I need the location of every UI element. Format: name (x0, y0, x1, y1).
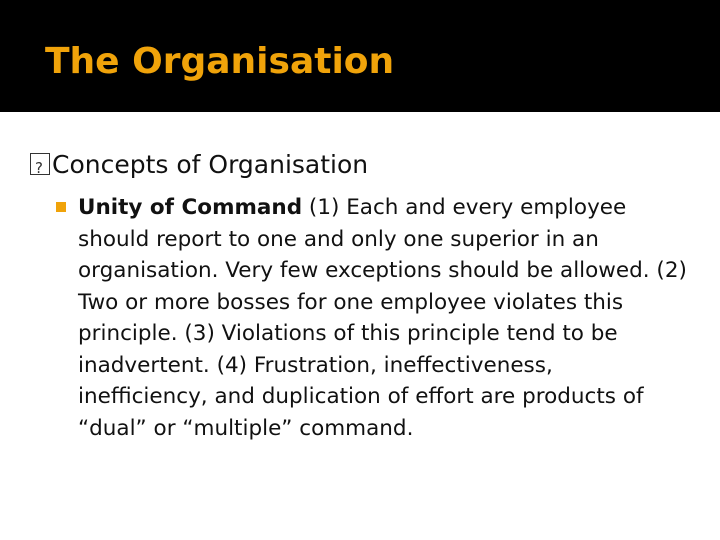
slide-title: The Organisation (45, 41, 395, 82)
bullet-paragraph (78, 192, 688, 444)
missing-glyph-box-icon (30, 153, 50, 175)
concepts-heading: Concepts of Organisation (52, 150, 369, 179)
bullet-lead: Unity of Command (78, 195, 303, 220)
heading-line (30, 148, 368, 182)
bullet-text: (1) Each and every employee should report to one and only one superior in an organisation. Very few exceptions should be allowed. (2) Two or more bosses for one employee violates this principle. (3) Violations of this principle tend to be inadvertent. (4) Frustration, ineffectiveness, inefficiency, and duplication of effort are products of “dual” or “multiple” command. (78, 195, 687, 441)
square-bullet-icon (56, 202, 66, 212)
slide-content (0, 112, 720, 540)
title-band (0, 0, 720, 112)
